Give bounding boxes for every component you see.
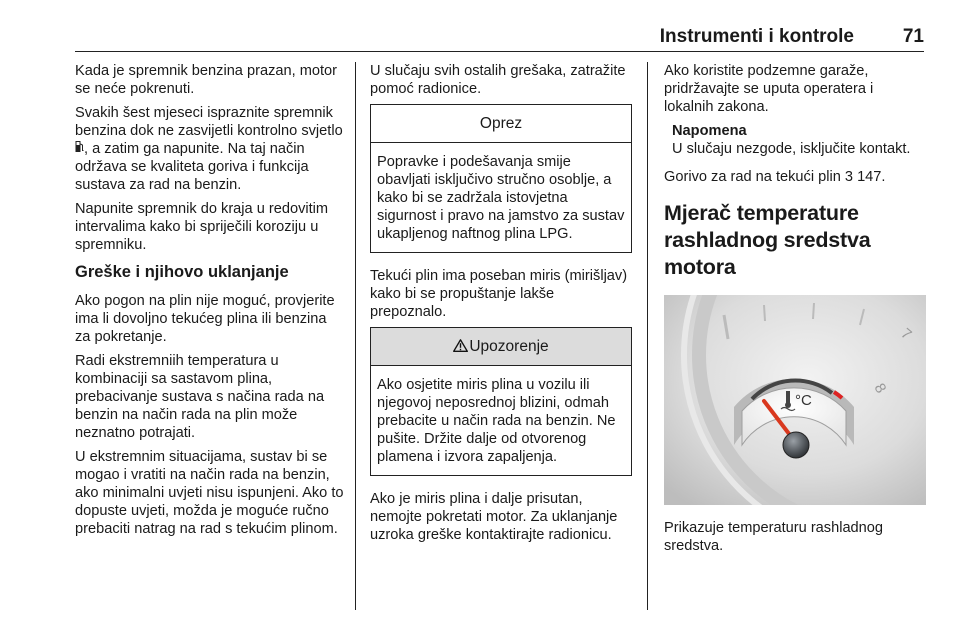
text-span: Svakih šest mjeseci ispraznite spremnik benzina dok ne zasvijetli kontrolno svjetlo — [75, 105, 343, 139]
column-3 — [664, 62, 926, 561]
column-divider — [355, 62, 356, 610]
gauge-number-8: 8 — [870, 380, 890, 397]
paragraph: U slučaju svih ostalih grešaka, zatražite pomoć radionice. — [370, 63, 626, 97]
note-block — [664, 122, 926, 158]
note-text: U slučaju nezgode, isključite kontakt. — [672, 141, 911, 157]
paragraph: U ekstremnim situacijama, sustav bi se mogao i vratiti na način rada na benzin, ako minimalni uvjeti nisu ispunjeni. Ako to dopuste uvjeti, možda je moguće ručno prebaciti natrag na rad s tekućim plinom. — [75, 449, 344, 537]
paragraph — [75, 104, 345, 194]
text-span: , a zatim ga napunite. Na taj način održava se kvaliteta goriva i funkcija sustava za rad na benzin. — [75, 141, 309, 193]
caution-text: Popravke i podešavanja smije obavljati isključivo stručno osoblje, a kako bi se zadržala istovjetna sigurnost i pravo na jamstvo za sustav ukapljenog naftnog plina LPG. — [377, 154, 625, 242]
header-title: Instrumenti i kontrole — [659, 26, 854, 47]
column-1 — [75, 62, 345, 544]
fuel-pump-icon — [75, 140, 84, 158]
coolant-gauge-illustration — [664, 295, 926, 505]
page-number: 71 — [902, 26, 924, 47]
warning-box — [370, 327, 632, 476]
caution-box — [370, 104, 632, 253]
paragraph: Ako pogon na plin nije moguć, provjerite ima li dovoljno tekućeg plina ili benzina za pokretanje. — [75, 293, 335, 345]
text-span: Gorivo za rad na tekući plin — [664, 169, 845, 185]
paragraph: Radi ekstremniih temperatura u kombinaciji sa sastavom plina, prebacivanje sustava s načina rada na benzin na način rada na plin može neznatno potrajati. — [75, 353, 325, 441]
gauge-unit-label: °C — [795, 392, 812, 409]
gauge-number-7: 7 — [897, 325, 915, 344]
paragraph: Napunite spremnik do kraja u redovitim intervalima kako bi spriječili koroziju u spremniku. — [75, 201, 329, 253]
column-divider — [647, 62, 648, 610]
coolant-gauge-image — [664, 295, 926, 505]
warning-header — [371, 328, 631, 366]
paragraph — [664, 168, 926, 186]
note-title: Napomena — [672, 123, 747, 139]
page-header — [75, 18, 924, 52]
paragraph: Ako koristite podzemne garaže, pridržavajte se uputa operatera i lokalnih zakona. — [664, 63, 874, 115]
section-heading: Mjerač temperature rashladnog sredstva motora — [664, 201, 871, 279]
column-2 — [370, 62, 632, 550]
section-heading: Greške i njihovo uklanjanje — [75, 263, 289, 281]
paragraph: Kada je spremnik benzina prazan, motor se neće pokrenuti. — [75, 63, 338, 97]
warning-title: Upozorenje — [469, 338, 549, 355]
caution-title: Oprez — [371, 105, 631, 143]
text-span: 147. — [853, 169, 886, 185]
warning-text: Ako osjetite miris plina u vozilu ili njegovoj neposrednoj blizini, odmah prebacite u način rada na benzin. Ne pušite. Držite dalje od otvorenog plamena i izvora zapaljenja. — [377, 377, 616, 465]
paragraph: Prikazuje temperaturu rashladnog sredstva. — [664, 520, 884, 554]
page-reference-arrow: 3 — [844, 169, 854, 185]
warning-triangle-icon — [453, 339, 468, 352]
paragraph: Ako je miris plina i dalje prisutan, nemojte pokretati motor. Za uklanjanje uzroka greške kontaktirajte radionicu. — [370, 491, 618, 543]
paragraph: Tekući plin ima poseban miris (mirišljav) kako bi se propuštanje lakše prepoznalo. — [370, 268, 628, 320]
